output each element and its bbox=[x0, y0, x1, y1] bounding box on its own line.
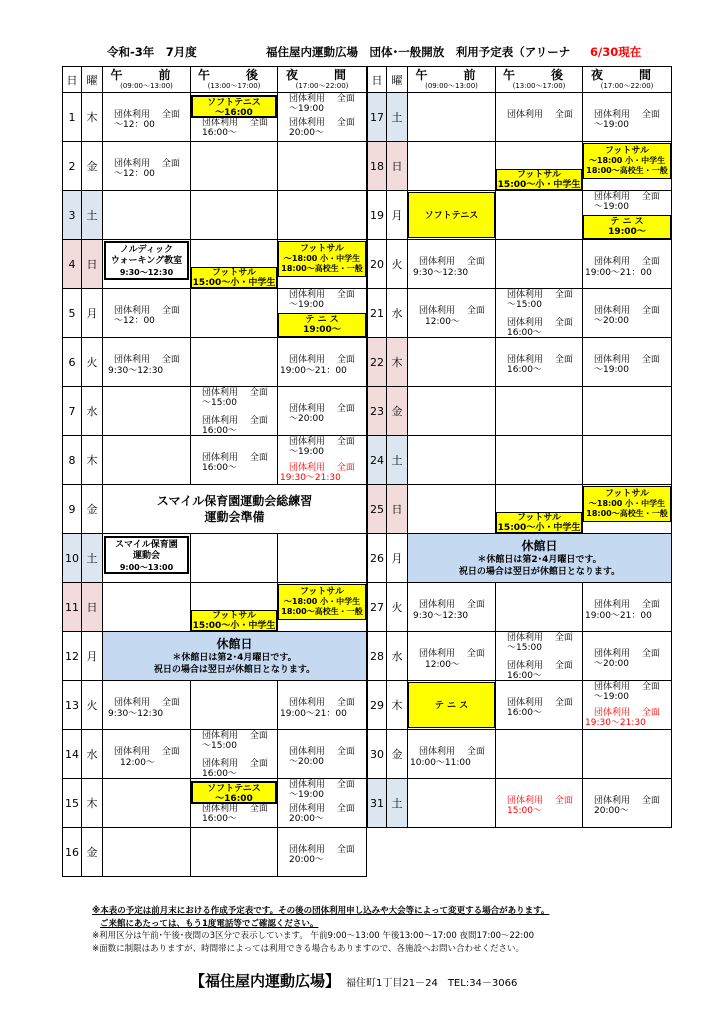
night-cell bbox=[583, 485, 672, 534]
weekday: 火 bbox=[387, 240, 408, 289]
as-of-date: 6/30現在 bbox=[590, 45, 642, 59]
morning-cell: 団体利用 全面 12:00～ bbox=[103, 730, 191, 779]
night-cell: 団体利用 全面 ～19:00 テ ニ ス 19:00～ bbox=[278, 289, 367, 338]
month-label: 令和-3年 7月度 bbox=[107, 45, 197, 59]
morning-cell: 団体利用 全面 9:30～12:30 bbox=[103, 681, 191, 730]
weekday: 火 bbox=[82, 338, 103, 387]
morning-cell bbox=[408, 485, 496, 534]
futsal-booking: フットサル 15:00～小・中学生 bbox=[497, 513, 581, 533]
futsal-booking: フットサル ～18:00 小・中学生 18:00～高校生・一般 bbox=[583, 486, 671, 522]
weekday: 水 bbox=[82, 730, 103, 779]
note-line: ※本表の予定は前月末における作成予定表です。その後の団体利用申し込みや大会等によって変更する場合があります。 bbox=[92, 906, 550, 916]
night-cell: 団体利用 全面 ～20:00 bbox=[583, 632, 672, 681]
notes bbox=[92, 905, 549, 955]
day-number: 12 bbox=[63, 632, 82, 681]
futsal-booking: フットサル ～18:00 小・中学生 18:00～高校生・一般 bbox=[278, 241, 366, 277]
weekday: 土 bbox=[387, 436, 408, 485]
closed-day-notice: 休館日 ＊休館日は第2･4月曜日です。 祝日の場合は翌日が休館日となります。 bbox=[408, 534, 672, 583]
table-row bbox=[368, 681, 672, 730]
table-row bbox=[63, 583, 367, 632]
night-cell bbox=[278, 534, 367, 583]
morning-cell: 団体利用 全面 ～12：00 bbox=[103, 93, 191, 142]
table-row bbox=[63, 632, 367, 681]
weekday-header: 曜 bbox=[82, 67, 103, 93]
table-row bbox=[63, 240, 367, 289]
morning-cell: 団体利用 全面 ～12：00 bbox=[103, 142, 191, 191]
weekday: 月 bbox=[387, 534, 408, 583]
day-number: 25 bbox=[368, 485, 387, 534]
day-number: 10 bbox=[63, 534, 82, 583]
table-row bbox=[63, 779, 367, 828]
morning-cell: 団体利用 全面 12:00～ bbox=[408, 632, 496, 681]
day-number: 1 bbox=[63, 93, 82, 142]
weekday: 日 bbox=[387, 142, 408, 191]
night-cell: 団体利用 全面 19:00～21：00 bbox=[583, 240, 672, 289]
weekday: 火 bbox=[82, 681, 103, 730]
morning-cell bbox=[408, 681, 496, 730]
tennis-booking: テ ニ ス bbox=[408, 682, 495, 728]
futsal-booking: フットサル 15:00～小・中学生 bbox=[497, 170, 581, 190]
day-header: 日 bbox=[368, 67, 387, 93]
afternoon-cell bbox=[496, 436, 583, 485]
day-number: 6 bbox=[63, 338, 82, 387]
weekday: 日 bbox=[82, 583, 103, 632]
note-line: ※利用区分は午前･午後･夜間の3区分で表示しています。 午前9:00～13:00 午後13:00～17:00 夜間17:00～22:00 bbox=[92, 931, 535, 941]
afternoon-cell bbox=[496, 730, 583, 779]
night-cell: 団体利用 全面 ～20:00 bbox=[278, 730, 367, 779]
table-row bbox=[368, 730, 672, 779]
morning-cell bbox=[103, 387, 191, 436]
morning-cell bbox=[408, 338, 496, 387]
weekday: 木 bbox=[82, 436, 103, 485]
night-cell: 団体利用 全面 ～19:00 団体利用 全面 20:00～ bbox=[278, 93, 367, 142]
weekday: 木 bbox=[387, 338, 408, 387]
note-line: ご来館にあたっては、もう1度電話等でご確認ください。 bbox=[100, 918, 319, 929]
night-cell: 団体利用 全面 ～19:00 団体利用 全面 19:30～21:30 bbox=[583, 681, 672, 730]
weekday: 土 bbox=[387, 779, 408, 828]
weekday: 木 bbox=[387, 681, 408, 730]
afternoon-cell: 団体利用 全面 16:00～ bbox=[191, 436, 278, 485]
table-row bbox=[63, 681, 367, 730]
night-cell: 団体利用 全面 ～19:00 団体利用 全面 20:00～ bbox=[278, 779, 367, 828]
table-row bbox=[63, 191, 367, 240]
table-row bbox=[368, 436, 672, 485]
morning-cell bbox=[103, 534, 191, 583]
softtennis-booking: ソフトテニス ～16:00 bbox=[191, 781, 277, 804]
morning-header: 午 前 (09:00～13:00) bbox=[103, 67, 191, 93]
day-number: 8 bbox=[63, 436, 82, 485]
morning-cell bbox=[103, 583, 191, 632]
weekday: 日 bbox=[82, 240, 103, 289]
facility-name: 【福住屋内運動広場】 bbox=[190, 972, 341, 990]
morning-cell bbox=[408, 436, 496, 485]
morning-cell bbox=[103, 436, 191, 485]
day-number: 14 bbox=[63, 730, 82, 779]
afternoon-cell bbox=[191, 828, 278, 877]
morning-cell bbox=[408, 93, 496, 142]
day-number: 4 bbox=[63, 240, 82, 289]
nordic-walking-class: ノルディック ウォーキング教室 9:30～12:30 bbox=[104, 241, 189, 280]
weekday: 水 bbox=[387, 632, 408, 681]
afternoon-cell bbox=[496, 191, 583, 240]
weekday: 木 bbox=[82, 779, 103, 828]
night-cell: 団体利用 全面 19:00～21：00 bbox=[278, 338, 367, 387]
afternoon-cell: 団体利用 全面 ～15:00 団体利用 全面 16:00～ bbox=[496, 289, 583, 338]
night-cell: 団体利用 全面 ～19:00 テ ニ ス 19:00～ bbox=[583, 191, 672, 240]
morning-cell: 団体利用 全面 9:30～12:30 bbox=[103, 338, 191, 387]
afternoon-cell bbox=[496, 485, 583, 534]
table-row bbox=[63, 730, 367, 779]
night-cell bbox=[278, 240, 367, 289]
afternoon-cell bbox=[191, 681, 278, 730]
afternoon-cell bbox=[191, 534, 278, 583]
day-number: 17 bbox=[368, 93, 387, 142]
day-number: 27 bbox=[368, 583, 387, 632]
morning-cell bbox=[103, 191, 191, 240]
afternoon-cell: 団体利用 全面 16:00～ bbox=[496, 681, 583, 730]
smile-sports-day: スマイル保育園 運動会 9:00～13:00 bbox=[104, 536, 189, 574]
night-cell: 団体利用 全面 19:00～21：00 bbox=[278, 681, 367, 730]
night-cell: 団体利用 全面 19:00～21：00 bbox=[583, 583, 672, 632]
morning-header: 午 前 (09:00～13:00) bbox=[408, 67, 496, 93]
afternoon-header: 午 後 (13:00～17:00) bbox=[496, 67, 583, 93]
night-cell bbox=[583, 387, 672, 436]
weekday-header: 曜 bbox=[387, 67, 408, 93]
table-row bbox=[368, 191, 672, 240]
day-number: 16 bbox=[63, 828, 82, 877]
afternoon-cell bbox=[191, 142, 278, 191]
day-number: 20 bbox=[368, 240, 387, 289]
table-row bbox=[368, 583, 672, 632]
day-number: 21 bbox=[368, 289, 387, 338]
afternoon-cell: 団体利用 全面 15:00～ bbox=[496, 779, 583, 828]
afternoon-cell: 団体利用 全面 ～15:00 団体利用 全面 16:00～ bbox=[191, 730, 278, 779]
day-number: 23 bbox=[368, 387, 387, 436]
table-row bbox=[63, 289, 367, 338]
night-cell: 団体利用 全面 20:00～ bbox=[583, 779, 672, 828]
morning-cell: 団体利用 全面 12:00～ bbox=[408, 289, 496, 338]
morning-cell: 団体利用 全面 10:00～11:00 bbox=[408, 730, 496, 779]
table-row bbox=[368, 534, 672, 583]
weekday: 木 bbox=[82, 93, 103, 142]
afternoon-cell: ソフトテニス ～16:00 団体利用 全面 16:00～ bbox=[191, 93, 278, 142]
weekday: 土 bbox=[82, 534, 103, 583]
weekday: 月 bbox=[82, 632, 103, 681]
table-row bbox=[368, 485, 672, 534]
table-row bbox=[368, 632, 672, 681]
night-cell: 団体利用 全面 ～19:00 bbox=[583, 338, 672, 387]
weekday: 金 bbox=[82, 828, 103, 877]
futsal-booking: フットサル ～18:00 小・中学生 18:00～高校生・一般 bbox=[278, 584, 366, 620]
weekday: 水 bbox=[82, 387, 103, 436]
day-number: 11 bbox=[63, 583, 82, 632]
weekday: 土 bbox=[82, 191, 103, 240]
night-cell: 団体利用 全面 ～19:00 団体利用 全面 19:30～21:30 bbox=[278, 436, 367, 485]
weekday: 月 bbox=[82, 289, 103, 338]
morning-cell bbox=[103, 779, 191, 828]
table-row bbox=[368, 779, 672, 828]
table-row bbox=[63, 387, 367, 436]
night-cell bbox=[278, 583, 367, 632]
futsal-booking: フットサル ～18:00 小・中学生 18:00～高校生・一般 bbox=[583, 143, 671, 179]
day-number: 5 bbox=[63, 289, 82, 338]
schedule-table-right bbox=[367, 66, 672, 828]
weekday: 月 bbox=[387, 191, 408, 240]
night-cell: 団体利用 全面 20:00～ bbox=[278, 828, 367, 877]
afternoon-cell: 団体利用 全面 ～15:00 団体利用 全面 16:00～ bbox=[496, 632, 583, 681]
softtennis-booking: ソフトテニス ～16:00 bbox=[191, 95, 277, 118]
table-row bbox=[63, 534, 367, 583]
page-title: 福住屋内運動広場 団体･一般開放 利用予定表（アリーナ bbox=[266, 45, 571, 59]
day-number: 15 bbox=[63, 779, 82, 828]
afternoon-cell bbox=[496, 583, 583, 632]
afternoon-cell: ソフトテニス ～16:00 団体利用 全面 16:00～ bbox=[191, 779, 278, 828]
morning-cell bbox=[408, 191, 496, 240]
table-row bbox=[63, 436, 367, 485]
table-row bbox=[368, 387, 672, 436]
weekday: 金 bbox=[82, 485, 103, 534]
table-row bbox=[368, 338, 672, 387]
afternoon-cell bbox=[191, 583, 278, 632]
schedule-table-left bbox=[62, 66, 367, 877]
night-header: 夜 間 (17:00～22:00) bbox=[278, 67, 367, 93]
night-cell bbox=[278, 142, 367, 191]
night-cell: 団体利用 全面 ～20:00 bbox=[278, 387, 367, 436]
day-number: 24 bbox=[368, 436, 387, 485]
weekday: 金 bbox=[82, 142, 103, 191]
morning-cell bbox=[103, 240, 191, 289]
night-cell bbox=[583, 436, 672, 485]
afternoon-header: 午 後 (13:00～17:00) bbox=[191, 67, 278, 93]
afternoon-cell bbox=[496, 240, 583, 289]
softtennis-booking: ソフトテニス bbox=[408, 192, 495, 238]
table-row bbox=[63, 142, 367, 191]
day-number: 31 bbox=[368, 779, 387, 828]
day-number: 13 bbox=[63, 681, 82, 730]
table-row bbox=[368, 289, 672, 338]
closed-day-notice: 休館日 ＊休館日は第2･4月曜日です。 祝日の場合は翌日が休館日となります。 bbox=[103, 632, 367, 681]
afternoon-cell bbox=[191, 191, 278, 240]
afternoon-cell bbox=[191, 240, 278, 289]
night-cell: 団体利用 全面 ～19:00 bbox=[583, 93, 672, 142]
table-row bbox=[63, 93, 367, 142]
day-number: 30 bbox=[368, 730, 387, 779]
futsal-booking: フットサル 15:00～小・中学生 bbox=[192, 611, 276, 631]
day-number: 26 bbox=[368, 534, 387, 583]
morning-cell: 団体利用 全面 9:30～12:30 bbox=[408, 583, 496, 632]
morning-cell bbox=[408, 142, 496, 191]
afternoon-cell bbox=[191, 289, 278, 338]
day-number: 9 bbox=[63, 485, 82, 534]
afternoon-cell bbox=[191, 338, 278, 387]
table-row bbox=[63, 338, 367, 387]
day-number: 2 bbox=[63, 142, 82, 191]
night-cell: 団体利用 全面 ～20:00 bbox=[583, 289, 672, 338]
day-number: 22 bbox=[368, 338, 387, 387]
facility-address: 福住町1丁目21－24 TEL:34－3066 bbox=[346, 978, 518, 989]
night-cell bbox=[583, 142, 672, 191]
day-number: 7 bbox=[63, 387, 82, 436]
afternoon-cell bbox=[496, 142, 583, 191]
afternoon-cell: 団体利用 全面 bbox=[496, 93, 583, 142]
night-cell bbox=[278, 191, 367, 240]
afternoon-cell: 団体利用 全面 ～15:00 団体利用 全面 16:00～ bbox=[191, 387, 278, 436]
morning-cell: 団体利用 全面 ～12：00 bbox=[103, 289, 191, 338]
note-line: ※面数に制限はありますが、時間帯によっては利用できる場合もありますので、各施設へお問い合わせください。 bbox=[92, 943, 524, 954]
tennis-booking: テ ニ ス 19:00～ bbox=[278, 313, 366, 337]
night-cell bbox=[583, 730, 672, 779]
afternoon-cell: 団体利用 全面 16:00～ bbox=[496, 338, 583, 387]
day-number: 3 bbox=[63, 191, 82, 240]
weekday: 金 bbox=[387, 730, 408, 779]
weekday: 火 bbox=[387, 583, 408, 632]
morning-cell bbox=[103, 828, 191, 877]
afternoon-cell bbox=[496, 387, 583, 436]
table-row bbox=[368, 142, 672, 191]
day-header: 日 bbox=[63, 67, 82, 93]
weekday: 日 bbox=[387, 485, 408, 534]
table-row bbox=[368, 240, 672, 289]
day-number: 28 bbox=[368, 632, 387, 681]
weekday: 金 bbox=[387, 387, 408, 436]
day-number: 19 bbox=[368, 191, 387, 240]
weekday: 水 bbox=[387, 289, 408, 338]
table-row bbox=[63, 828, 367, 877]
day-number: 29 bbox=[368, 681, 387, 730]
table-row bbox=[63, 485, 367, 534]
morning-cell bbox=[408, 779, 496, 828]
table-row bbox=[368, 93, 672, 142]
day-number: 18 bbox=[368, 142, 387, 191]
futsal-booking: フットサル 15:00～小・中学生 bbox=[192, 268, 276, 288]
footer bbox=[190, 970, 517, 991]
smile-rehearsal-event: スマイル保育園運動会総練習 運動会準備 bbox=[103, 485, 367, 534]
night-header: 夜 間 (17:00～22:00) bbox=[583, 67, 672, 93]
morning-cell: 団体利用 全面 9:30～12:30 bbox=[408, 240, 496, 289]
weekday: 土 bbox=[387, 93, 408, 142]
tennis-booking: テ ニ ス 19:00～ bbox=[583, 215, 671, 239]
morning-cell bbox=[408, 387, 496, 436]
